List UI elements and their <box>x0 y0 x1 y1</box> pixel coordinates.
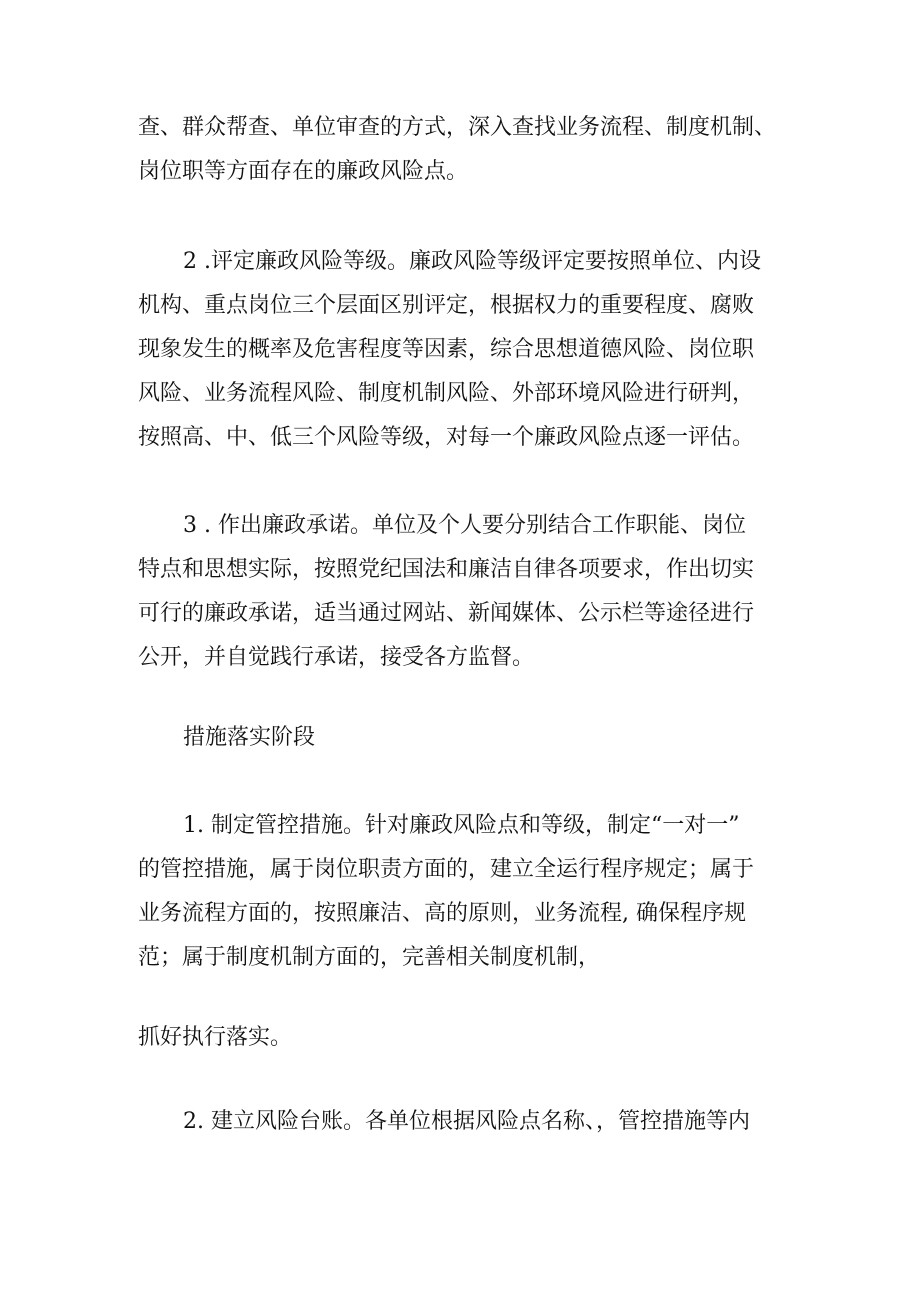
paragraph-line: 2. 建立风险台账。各单位根据风险点名称、，管控措施等内 <box>183 1109 750 1134</box>
section-heading: 措施落实阶段 <box>183 725 316 750</box>
paragraph-line: 按照高、中、低三个风险等级，对每一个廉政风险点逐一评估。 <box>138 425 755 450</box>
paragraph-line: 2 .评定廉政风险等级。廉政风险等级评定要按照单位、内设 <box>183 249 761 274</box>
paragraph-line: 1. 制定管控措施。针对廉政风险点和等级，制定“一对一” <box>183 813 740 838</box>
paragraph-line: 范；属于制度机制方面的，完善相关制度机制， <box>138 945 601 970</box>
paragraph-line: 3 . 作出廉政承诺。单位及个人要分别结合工作职能、岗位 <box>183 513 746 538</box>
paragraph-line: 岗位职等方面存在的廉政风险点。 <box>138 159 469 184</box>
paragraph-line: 查、群众帮查、单位审查的方式，深入查找业务流程、制度机制、 <box>138 115 777 140</box>
paragraph-line: 业务流程方面的，按照廉洁、高的原则，业务流程, 确保程序规 <box>138 901 746 926</box>
paragraph-line: 风险、业务流程风险、制度机制风险、外部环境风险进行研判， <box>138 381 755 406</box>
paragraph-line: 机构、重点岗位三个层面区别评定，根据权力的重要程度、腐败 <box>138 293 755 318</box>
paragraph-line: 的管控措施，属于岗位职责方面的，建立全运行程序规定；属于 <box>138 857 755 882</box>
paragraph-line: 抓好执行落实。 <box>138 1025 293 1050</box>
paragraph-line: 可行的廉政承诺，适当通过网站、新闻媒体、公示栏等途径进行 <box>138 601 755 626</box>
paragraph-line: 公开，并自觉践行承诺，接受各方监督。 <box>138 645 535 670</box>
paragraph-line: 特点和思想实际，按照党纪国法和廉洁自律各项要求，作出切实 <box>138 557 755 582</box>
paragraph-line: 现象发生的概率及危害程度等因素，综合思想道德风险、岗位职 <box>138 337 755 362</box>
